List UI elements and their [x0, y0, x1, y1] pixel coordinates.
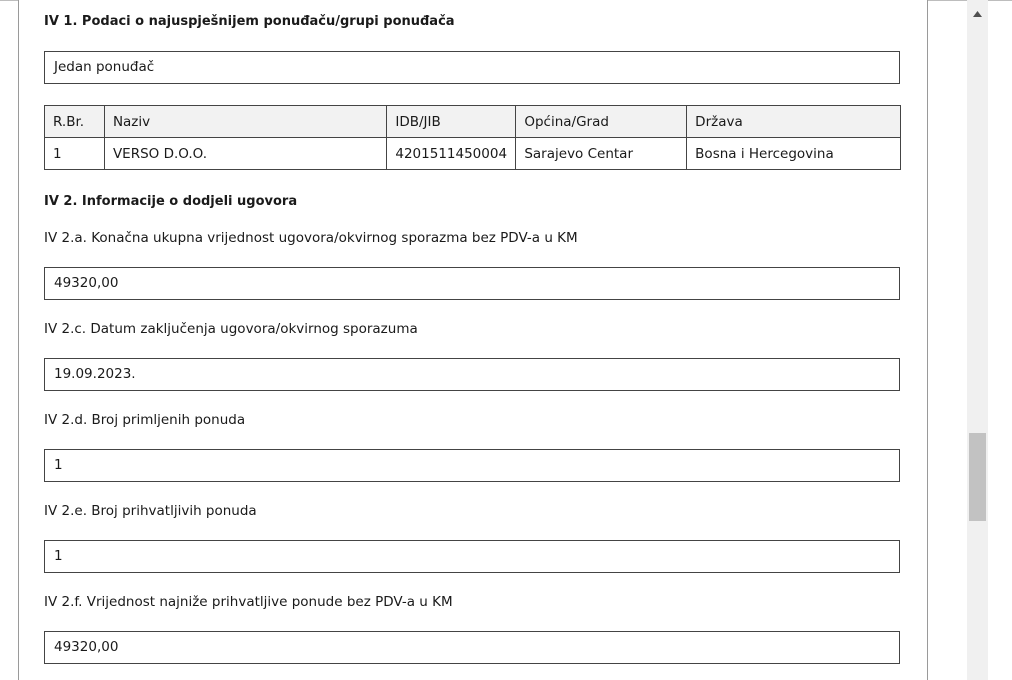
col-header-rbr: R.Br. [45, 106, 105, 138]
col-header-opcina-grad: Općina/Grad [516, 106, 687, 138]
table-header-row [45, 106, 901, 138]
field-value-iv2f: 49320,00 [44, 631, 900, 664]
cell-idb-jib: 4201511450004 [387, 138, 516, 170]
triangle-up-icon [973, 11, 982, 17]
col-header-drzava: Država [687, 106, 901, 138]
field-label-iv2c: IV 2.c. Datum zaključenja ugovora/okvirnog sporazuma [44, 321, 418, 337]
field-label-iv2d: IV 2.d. Broj primljenih ponuda [44, 412, 246, 428]
field-value-iv2d: 1 [44, 449, 900, 482]
cell-drzava: Bosna i Hercegovina [687, 138, 901, 170]
field-value-iv2c: 19.09.2023. [44, 358, 900, 391]
scroll-up-button[interactable] [967, 6, 988, 24]
winning-bidder-table [44, 105, 901, 170]
field-value-iv2a: 49320,00 [44, 267, 900, 300]
col-header-naziv: Naziv [104, 106, 386, 138]
offer-type-field: Jedan ponuđač [44, 51, 900, 84]
section-iv2-heading: IV 2. Informacije o dodjeli ugovora [44, 194, 298, 209]
cell-naziv: VERSO D.O.O. [104, 138, 386, 170]
field-label-iv2f: IV 2.f. Vrijednost najniže prihvatljive ponude bez PDV-a u KM [44, 594, 453, 610]
table-row [45, 138, 901, 170]
document-page [18, 0, 928, 680]
field-label-iv2a: IV 2.a. Konačna ukupna vrijednost ugovora/okvirnog sporazma bez PDV-a u KM [44, 230, 578, 246]
scroll-thumb[interactable] [969, 433, 986, 521]
vertical-scrollbar[interactable] [967, 0, 988, 680]
cell-rbr: 1 [45, 138, 105, 170]
col-header-idb-jib: IDB/JIB [387, 106, 516, 138]
section-iv1-heading: IV 1. Podaci o najuspješnijem ponuđaču/grupi ponuđača [44, 14, 455, 29]
field-label-iv2e: IV 2.e. Broj prihvatljivih ponuda [44, 503, 257, 519]
cell-opcina-grad: Sarajevo Centar [516, 138, 687, 170]
field-value-iv2e: 1 [44, 540, 900, 573]
